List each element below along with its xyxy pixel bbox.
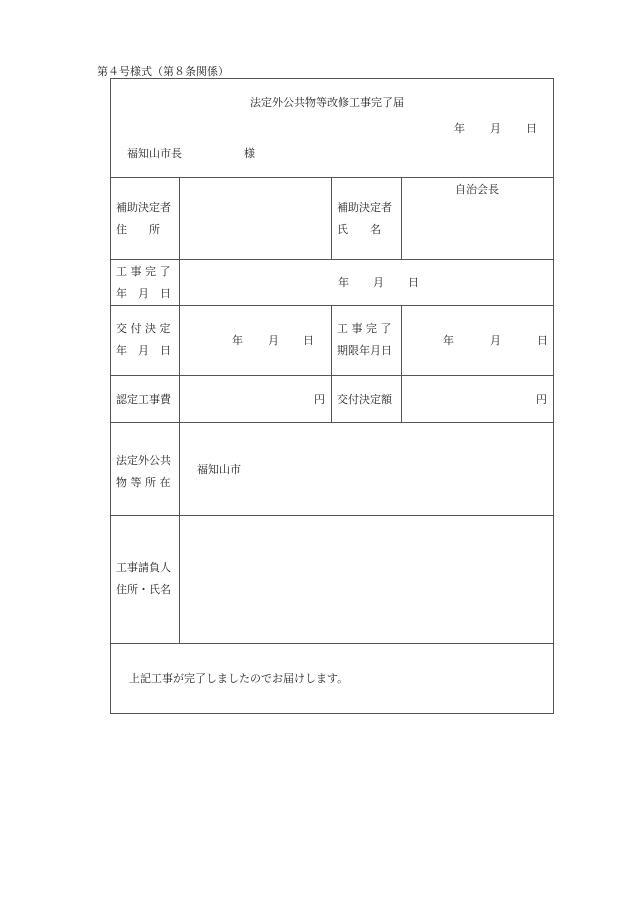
approved-cost-label: 認定工事費 (116, 393, 171, 406)
row-divider (110, 643, 554, 644)
column-divider (179, 177, 180, 643)
addressee-name: 福知山市長 (127, 147, 182, 160)
grant-decision-month: 月 (268, 334, 279, 347)
applicant-name-value: 自治会長 (455, 183, 499, 196)
grant-decision-year: 年 (232, 334, 243, 347)
completion-deadline-day: 日 (537, 334, 548, 347)
row-divider (110, 305, 554, 306)
applicant-address-value[interactable] (182, 180, 328, 256)
grant-decision-label: 交 付 決 定 年 月 日 (116, 322, 171, 357)
approved-cost-unit: 円 (314, 393, 325, 406)
location-label: 法定外公共 物 等 所 在 (116, 454, 171, 489)
column-divider (331, 305, 332, 422)
grant-amount-label: 交付決定額 (337, 393, 392, 406)
column-divider (331, 177, 332, 259)
grant-amount-unit: 円 (536, 393, 547, 406)
completion-deadline-month: 月 (490, 334, 501, 347)
header-date-month: 月 (490, 122, 501, 135)
header-date-year: 年 (454, 122, 465, 135)
location-value: 福知山市 (197, 463, 241, 476)
completion-deadline-label: 工 事 完 了 期限年月日 (337, 322, 392, 357)
contractor-value[interactable] (182, 518, 551, 640)
completion-date-year: 年 (338, 276, 349, 289)
completion-deadline-year: 年 (443, 334, 454, 347)
row-divider (110, 375, 554, 376)
applicant-name-label: 補助決定者 氏 名 (337, 201, 392, 236)
row-divider (110, 259, 554, 260)
row-divider (110, 515, 554, 516)
completion-date-day: 日 (408, 276, 419, 289)
completion-date-month: 月 (373, 276, 384, 289)
applicant-address-label: 補助決定者 住 所 (116, 201, 171, 236)
addressee-honorific: 様 (244, 147, 255, 160)
closing-statement: 上記工事が完了しましたのでお届けします。 (129, 672, 349, 685)
contractor-label: 工事請負人 住所・氏名 (116, 561, 171, 596)
completion-date-label: 工 事 完 了 年 月 日 (116, 265, 171, 300)
column-divider (401, 305, 402, 422)
form-number: 第４号様式（第８条関係） (97, 65, 229, 78)
form-title: 法定外公共物等改修工事完了届 (250, 96, 404, 109)
grant-decision-day: 日 (303, 334, 314, 347)
row-divider (110, 177, 554, 178)
row-divider (110, 422, 554, 423)
header-date-day: 日 (526, 122, 537, 135)
column-divider (401, 177, 402, 259)
